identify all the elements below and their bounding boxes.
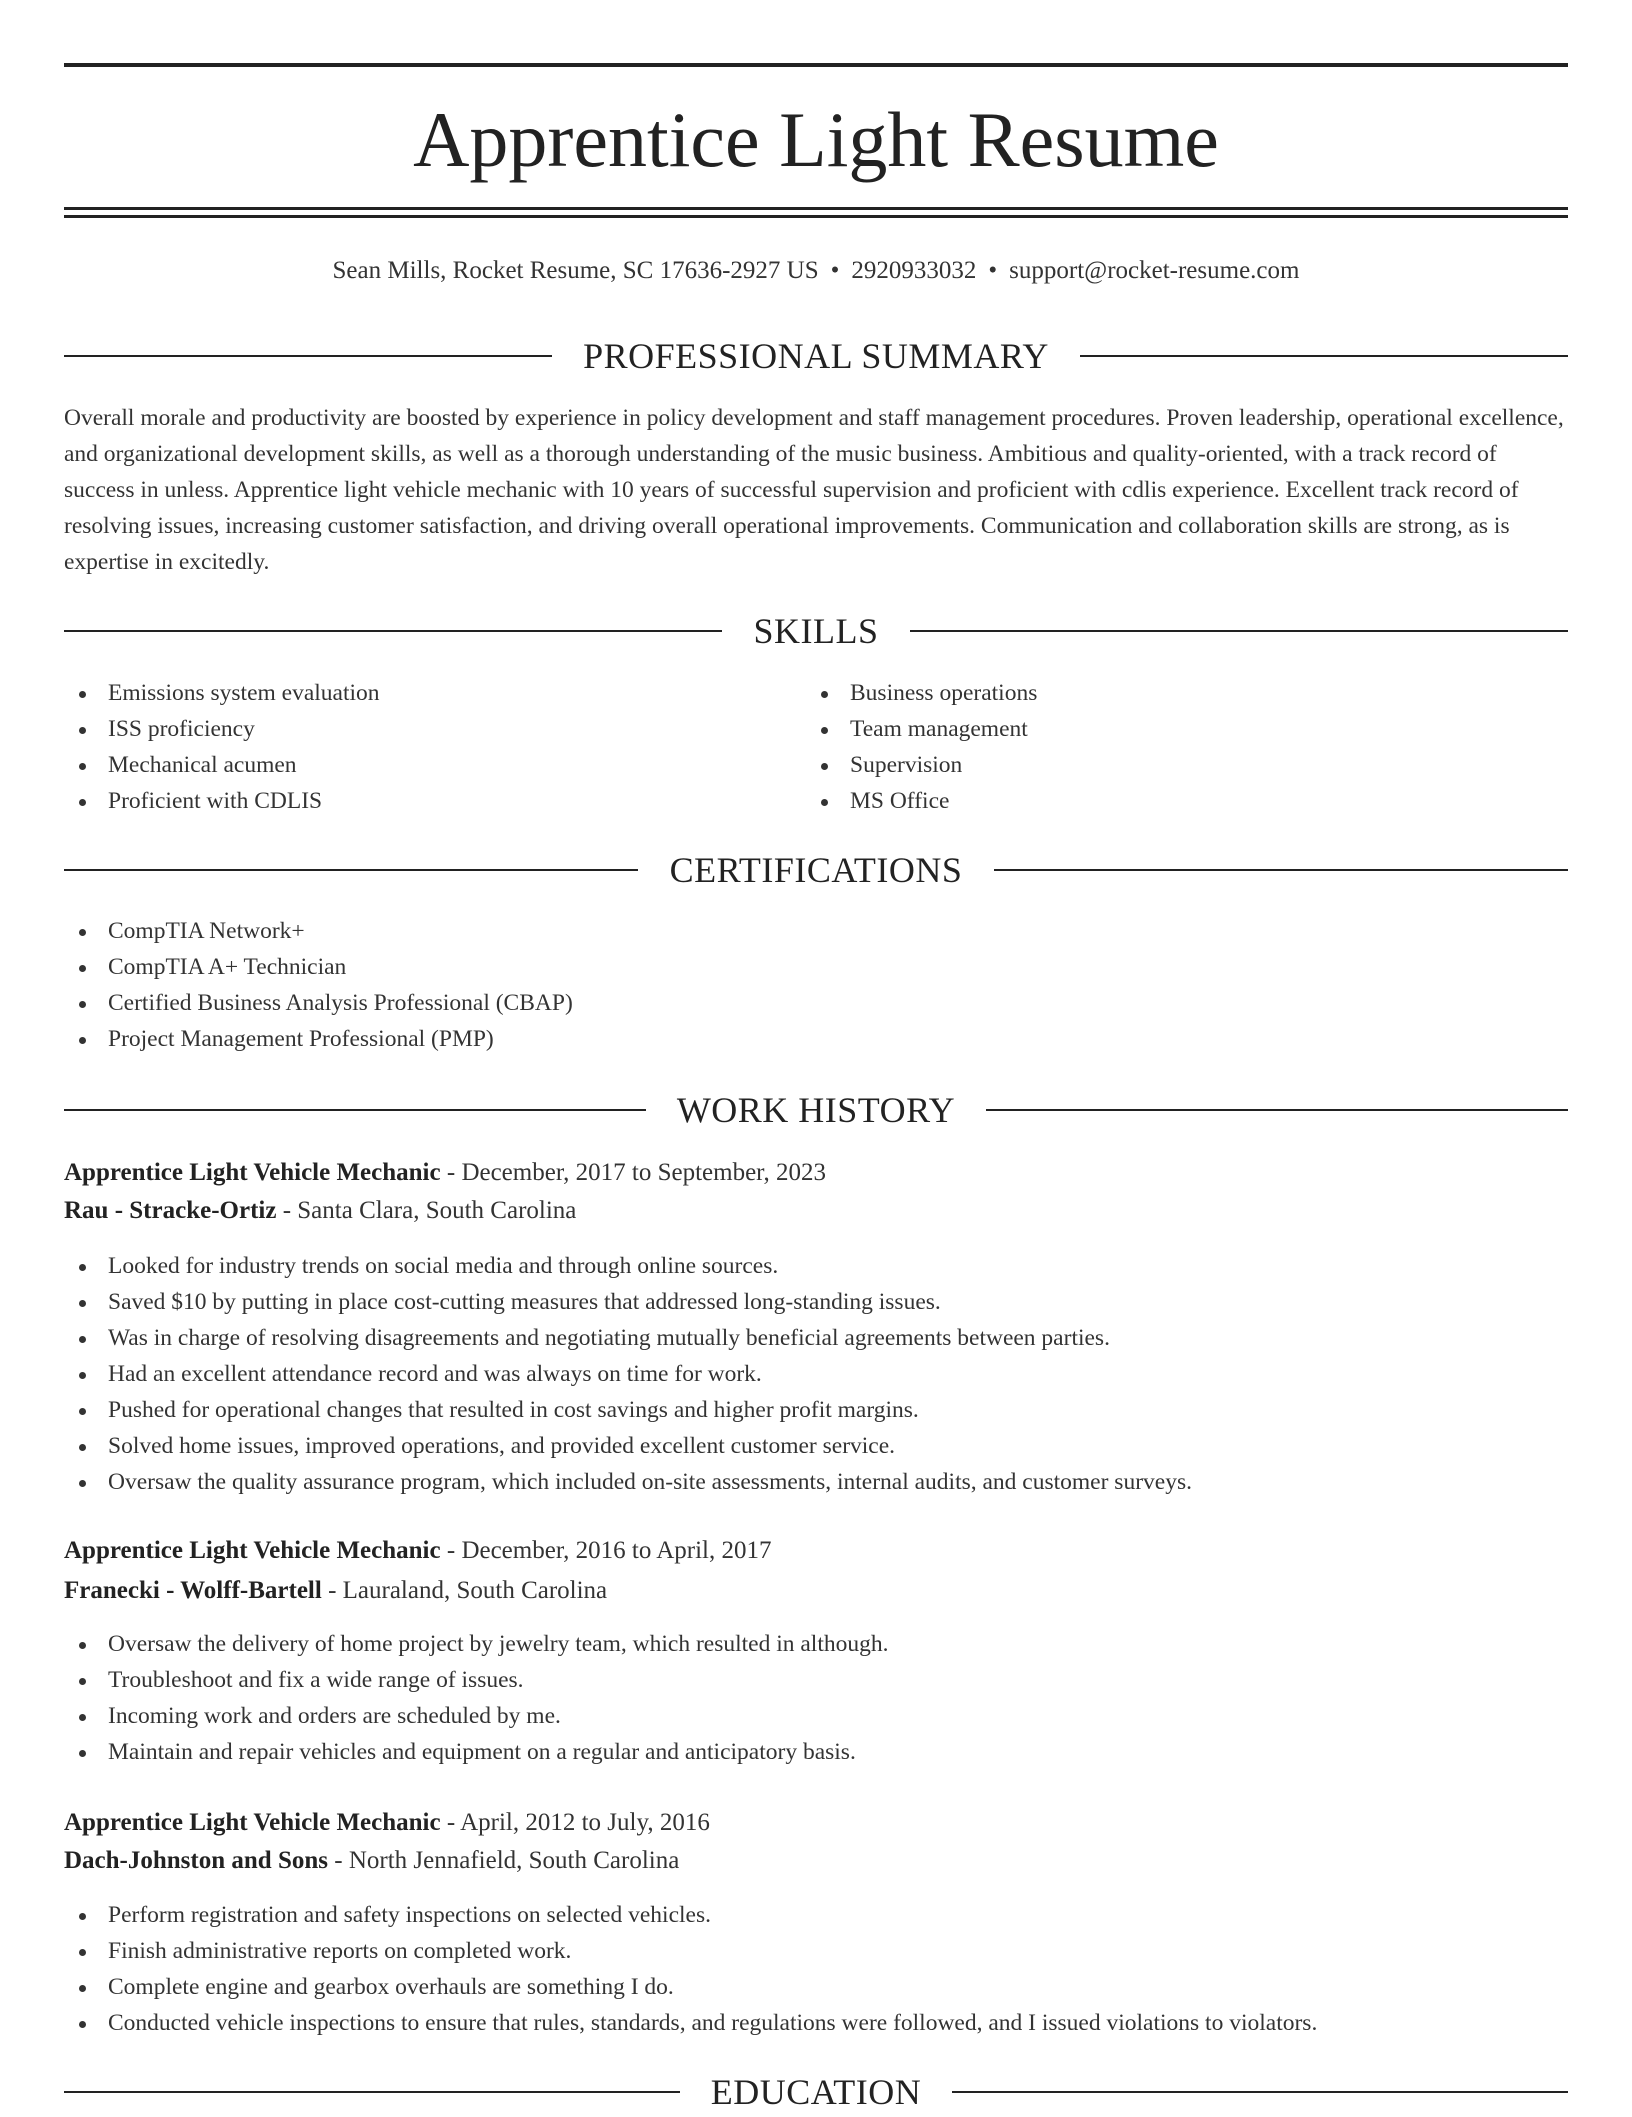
job-bullet: Troubleshoot and fix a wide range of issues. <box>64 1662 1568 1698</box>
title-rule-upper <box>64 207 1568 210</box>
job-location: North Jennafield, South Carolina <box>348 1847 680 1874</box>
skill-item: Proficient with CDLIS <box>64 783 804 819</box>
job-separator: - <box>446 1537 456 1564</box>
skill-item: ISS proficiency <box>64 711 804 747</box>
job-bullet: Maintain and repair vehicles and equipment on a regular and anticipatory basis. <box>64 1734 1568 1770</box>
job-company: Dach-Johnston and Sons <box>64 1847 328 1874</box>
section-title-certifications: CERTIFICATIONS <box>669 850 963 890</box>
certification-item: Certified Business Analysis Professional (CBAP) <box>64 985 1568 1021</box>
section-header-work <box>64 1085 1568 1135</box>
job-title: Apprentice Light Vehicle Mechanic <box>64 1159 441 1186</box>
certification-item: Project Management Professional (PMP) <box>64 1021 1568 1057</box>
contact-address: Sean Mills, Rocket Resume, SC 17636-2927 US <box>332 257 819 284</box>
job-bullet: Complete engine and gearbox overhauls are something I do. <box>64 1969 1568 2005</box>
job-separator: - <box>446 1809 456 1836</box>
job-bullets <box>64 1626 1568 1770</box>
job-separator: - <box>282 1197 292 1224</box>
contact-separator: • <box>830 257 840 284</box>
job-separator: - <box>334 1847 343 1874</box>
skills-list-right <box>806 675 1566 819</box>
job-bullet: Saved $10 by putting in place cost-cutting measures that addressed long-standing issues. <box>64 1284 1568 1320</box>
contact-line <box>64 253 1568 289</box>
job-company-line <box>64 1842 1568 1880</box>
job-bullet: Finish administrative reports on completed work. <box>64 1933 1568 1969</box>
job-bullet: Incoming work and orders are scheduled by me. <box>64 1698 1568 1734</box>
job-bullet: Oversaw the quality assurance program, which included on-site assessments, internal audits, and customer surveys. <box>64 1464 1568 1500</box>
job-bullet: Perform registration and safety inspections on selected vehicles. <box>64 1897 1568 1933</box>
section-header-summary <box>64 331 1568 381</box>
job-bullet: Was in charge of resolving disagreements and negotiating mutually beneficial agreements between parties. <box>64 1320 1568 1356</box>
job-title-line <box>64 1532 1568 1570</box>
section-header-education <box>64 2067 1568 2117</box>
job-dates: April, 2012 to July, 2016 <box>460 1809 710 1836</box>
job-dates: December, 2017 to September, 2023 <box>461 1159 827 1186</box>
job-company: Rau - Stracke-Ortiz <box>64 1197 277 1224</box>
skill-item: Team management <box>806 711 1566 747</box>
job-bullet: Pushed for operational changes that resulted in cost savings and higher profit margins. <box>64 1392 1568 1428</box>
job-title-line <box>64 1154 1568 1192</box>
job-bullet: Solved home issues, improved operations, and provided excellent customer service. <box>64 1428 1568 1464</box>
section-title-summary: PROFESSIONAL SUMMARY <box>583 336 1049 376</box>
job-location: Lauraland, South Carolina <box>342 1577 608 1604</box>
skill-item: MS Office <box>806 783 1566 819</box>
job-company-line <box>64 1572 1568 1610</box>
job-bullets <box>64 1897 1568 2041</box>
skill-item: Mechanical acumen <box>64 747 804 783</box>
contact-phone: 2920933032 <box>851 257 977 284</box>
skill-item: Business operations <box>806 675 1566 711</box>
contact-separator: • <box>988 257 998 284</box>
skill-item: Supervision <box>806 747 1566 783</box>
summary-text: Overall morale and productivity are boosted by experience in policy development and staff management procedures. Proven leadership, operational excellence, and organizational development skills, as well as a thorough understanding of the music business. Ambitious and quality-oriented, with a track record of success in unless. Apprentice light vehicle mechanic with 10 years of successful supervision and proficient with cdlis experience. Excellent track record of resolving issues, increasing customer satisfaction, and driving overall operational improvements. Communication and collaboration skills are strong, as is expertise in excitedly. <box>64 405 1564 575</box>
job-bullet: Looked for industry trends on social media and through online sources. <box>64 1248 1568 1284</box>
certifications-list <box>64 913 1568 1057</box>
job-company: Franecki - Wolff-Bartell <box>64 1577 322 1604</box>
section-header-certifications <box>64 845 1568 895</box>
resume-title: Apprentice Light Resume <box>413 96 1219 183</box>
top-rule <box>64 63 1568 67</box>
section-title-education: EDUCATION <box>710 2072 922 2112</box>
title-rule-lower <box>64 215 1568 218</box>
job-location: Santa Clara, South Carolina <box>297 1197 577 1224</box>
skill-item: Emissions system evaluation <box>64 675 804 711</box>
job-bullets <box>64 1248 1568 1500</box>
job-bullet: Had an excellent attendance record and was always on time for work. <box>64 1356 1568 1392</box>
job-title: Apprentice Light Vehicle Mechanic <box>64 1809 441 1836</box>
job-bullet: Oversaw the delivery of home project by jewelry team, which resulted in although. <box>64 1626 1568 1662</box>
certification-item: CompTIA Network+ <box>64 913 1568 949</box>
section-title-work: WORK HISTORY <box>676 1090 956 1130</box>
section-title-skills: SKILLS <box>753 611 879 651</box>
job-title-line <box>64 1804 1568 1842</box>
job-bullet: Conducted vehicle inspections to ensure that rules, standards, and regulations were followed, and I issued violations to violators. <box>64 2005 1568 2041</box>
contact-email: support@rocket-resume.com <box>1009 257 1300 284</box>
job-dates: December, 2016 to April, 2017 <box>461 1537 772 1564</box>
job-separator: - <box>446 1159 456 1186</box>
job-separator: - <box>328 1577 337 1604</box>
section-header-skills <box>64 606 1568 656</box>
skills-list-left <box>64 675 804 819</box>
job-title: Apprentice Light Vehicle Mechanic <box>64 1537 441 1564</box>
job-company-line <box>64 1192 1568 1230</box>
certification-item: CompTIA A+ Technician <box>64 949 1568 985</box>
